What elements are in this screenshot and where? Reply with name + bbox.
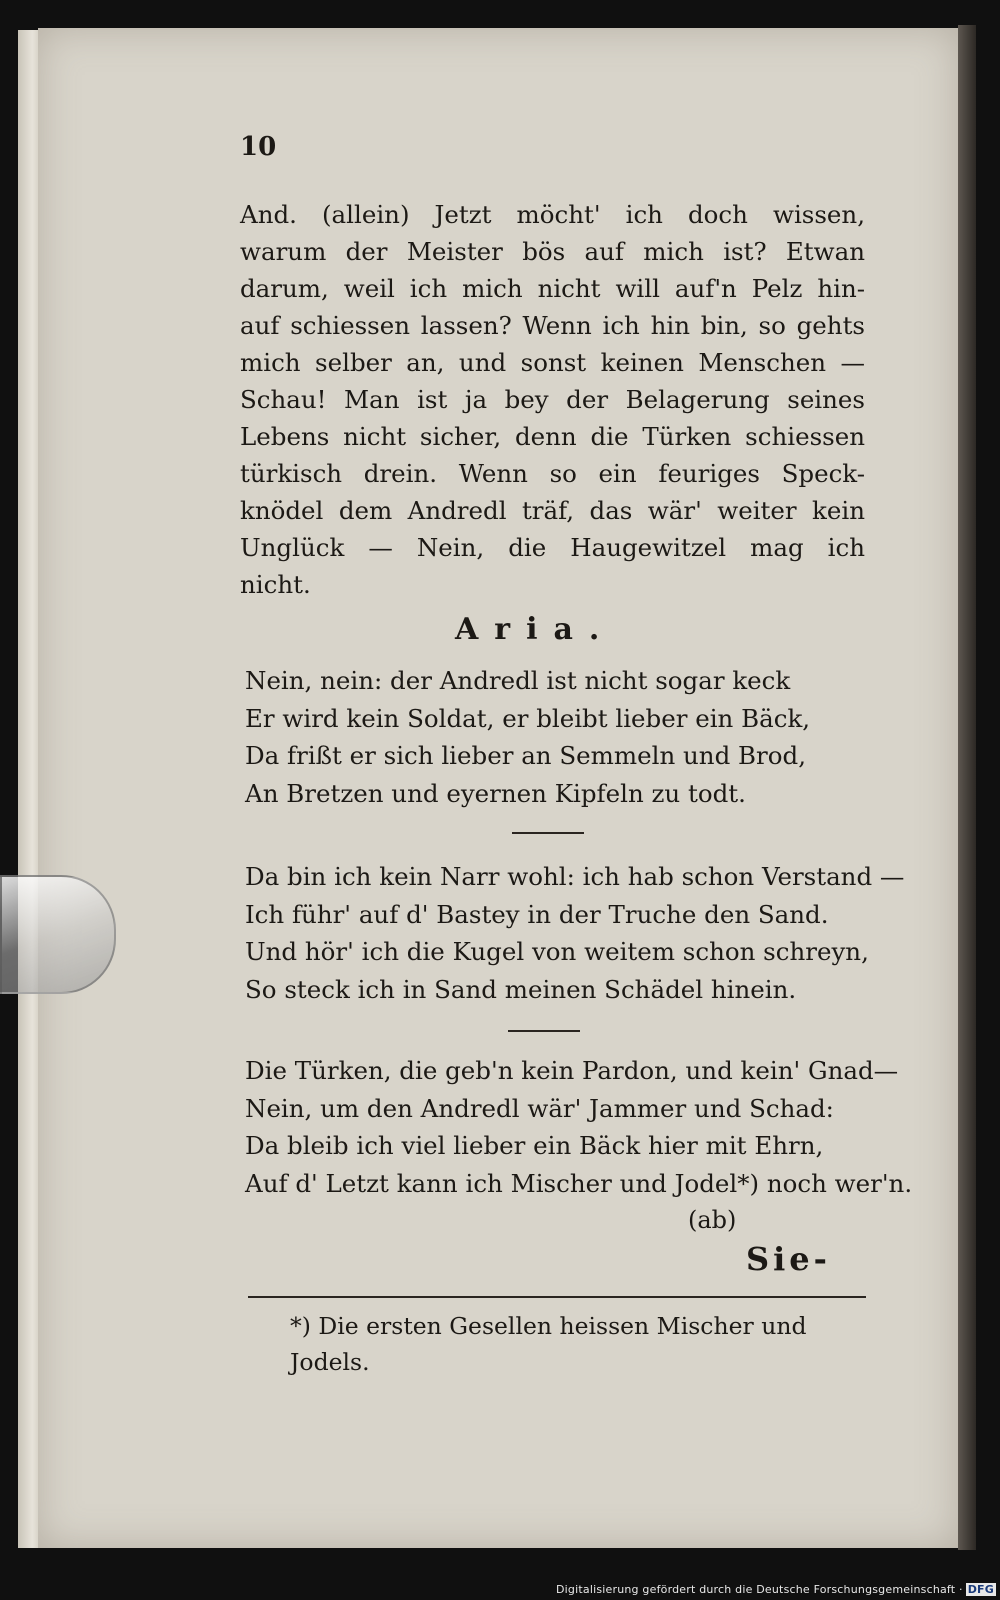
prose-line: Unglück — Nein, die Haugewitzel mag ich xyxy=(240,533,865,562)
catchword: Sie- xyxy=(746,1240,831,1278)
funding-credit xyxy=(556,1583,996,1596)
page-number: 10 xyxy=(240,132,277,162)
dfg-logo: DFG xyxy=(967,1583,994,1596)
stage-direction: (ab) xyxy=(688,1206,737,1234)
verse-line: Da bleib ich viel lieber ein Bäck hier mit Ehrn, xyxy=(245,1131,824,1160)
aria-heading: Aria. xyxy=(455,612,616,647)
footnote-rule xyxy=(248,1296,866,1298)
verse-line: So steck ich in Sand meinen Schädel hinein. xyxy=(245,974,797,1004)
footnote xyxy=(290,1308,807,1380)
verse-line: Die Türken, die geb'n kein Pardon, und kein' Gnad— xyxy=(245,1056,899,1085)
prose-line: warum der Meister bös auf mich ist? Etwan xyxy=(240,237,865,266)
verse-line: Nein, nein: der Andredl ist nicht sogar keck xyxy=(245,666,791,695)
stanza-2 xyxy=(245,858,904,1008)
prose-line: mich selber an, und sonst keinen Menschen — xyxy=(240,348,865,377)
prose-line: nicht. xyxy=(240,570,311,599)
verse-line: Da bin ich kein Narr wohl: ich hab schon Verstand — xyxy=(245,862,905,891)
prose-line: Schau! Man ist ja bey der Belagerung seines xyxy=(240,385,865,414)
prose-line: darum, weil ich mich nicht will auf'n Pelz hin- xyxy=(240,274,865,303)
verse-line: Ich führ' auf d' Bastey in der Truche den Sand. xyxy=(245,899,829,929)
verse-line: Nein, um den Andredl wär' Jammer und Schad: xyxy=(245,1093,834,1123)
stanza-3 xyxy=(245,1052,912,1202)
prose-line: Lebens nicht sicher, denn die Türken schiessen xyxy=(240,422,865,451)
verse-line: Auf d' Letzt kann ich Mischer und Jodel*) noch wer'n. xyxy=(245,1168,913,1198)
prose-line: auf schiessen lassen? Wenn ich hin bin, so gehts xyxy=(240,311,865,340)
prose-line: türkisch drein. Wenn so ein feuriges Speck- xyxy=(240,459,865,488)
footnote-line: *) Die ersten Gesellen heissen Mischer und xyxy=(290,1312,807,1340)
stanza-divider xyxy=(508,1030,580,1032)
prose-block xyxy=(240,196,865,603)
prose-line: And. (allein) Jetzt möcht' ich doch wissen, xyxy=(240,200,865,229)
verse-line: Und hör' ich die Kugel von weitem schon schreyn, xyxy=(245,937,869,966)
verse-line: Da frißt er sich lieber an Semmeln und Brod, xyxy=(245,741,806,770)
book-edge-right xyxy=(958,25,976,1550)
stanza-1 xyxy=(245,662,810,812)
prose-line: knödel dem Andredl träf, das wär' weiter kein xyxy=(240,496,865,525)
page-clip xyxy=(0,875,116,994)
stanza-divider xyxy=(512,832,584,834)
verse-line: An Bretzen und eyernen Kipfeln zu todt. xyxy=(245,778,746,808)
verse-line: Er wird kein Soldat, er bleibt lieber ein Bäck, xyxy=(245,703,811,733)
credit-text: Digitalisierung gefördert durch die Deutsche Forschungsgemeinschaft · xyxy=(556,1583,963,1596)
footnote-line: Jodels. xyxy=(290,1348,370,1376)
